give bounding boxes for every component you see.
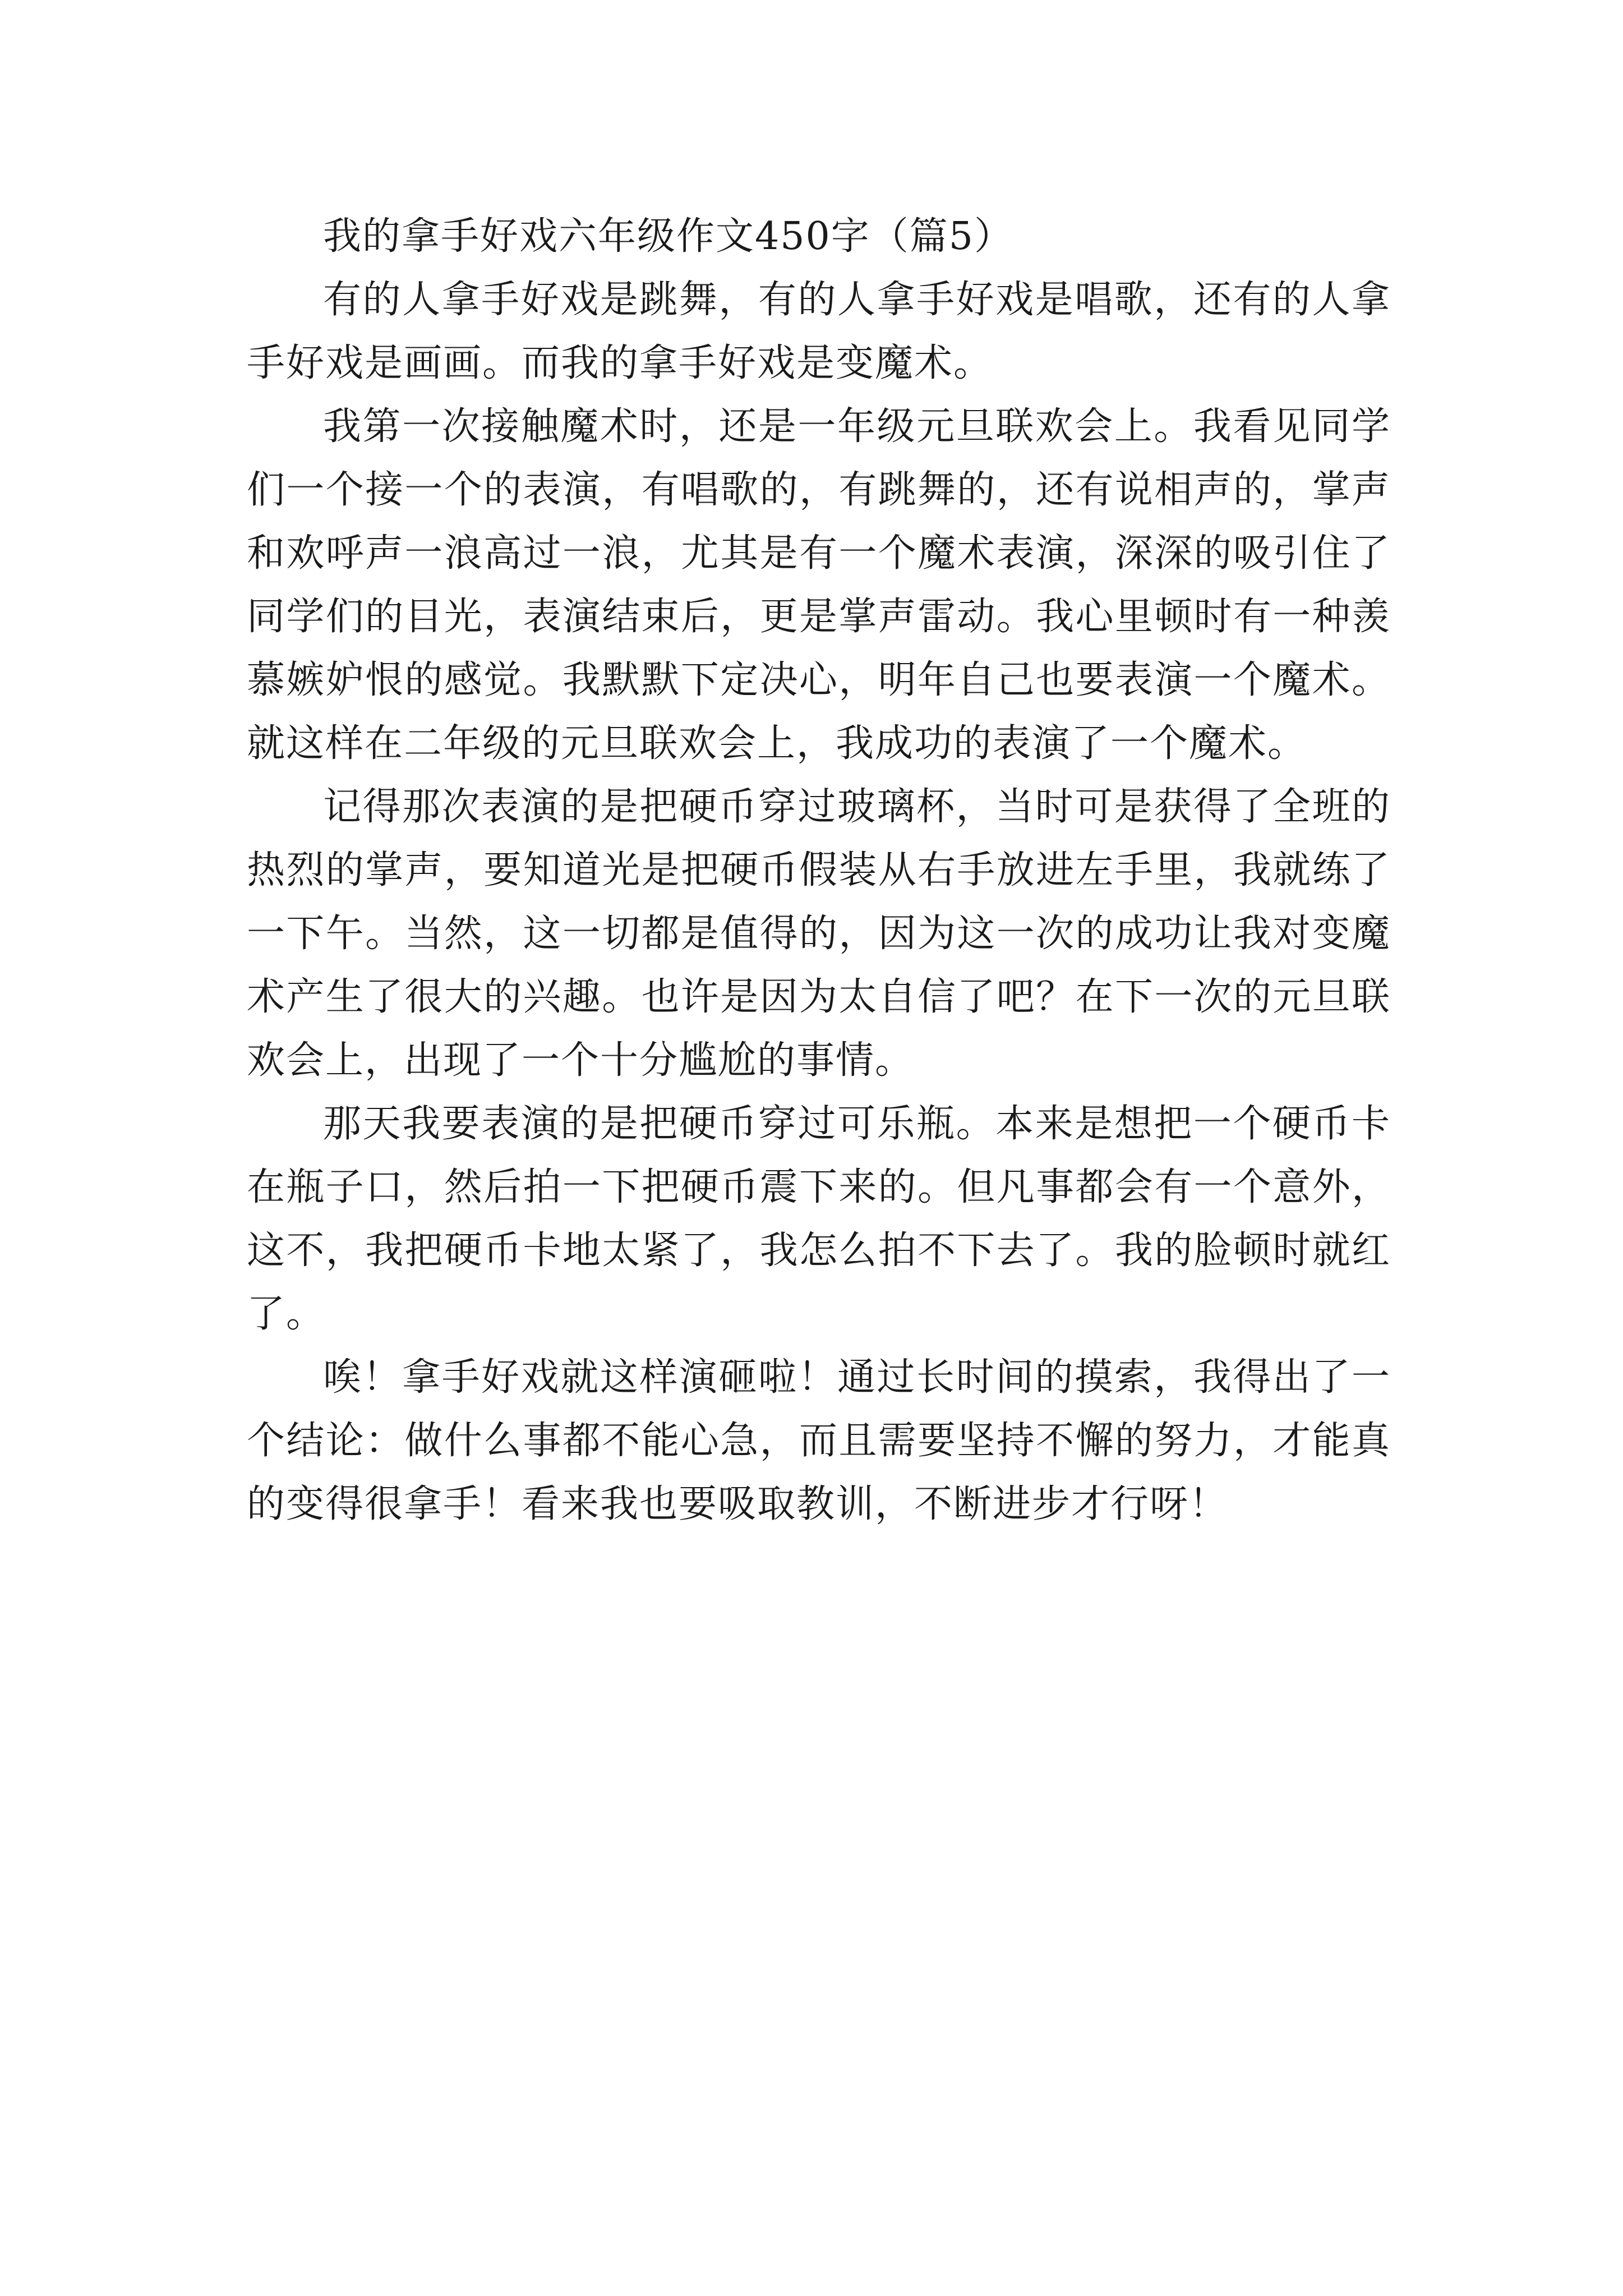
paragraph: 我第一次接触魔术时，还是一年级元旦联欢会上。我看见同学们一个接一个的表演，有唱歌的，有跳舞的，还有说相声的，掌声和欢呼声一浪高过一浪，尤其是有一个魔术表演，深深的吸引住了同学们的目光，表演结束后，更是掌声雷动。我心里顿时有一种羡慕嫉妒恨的感觉。我默默下定决心，明年自己也要表演一个魔术。就这样在二年级的元旦联欢会上，我成功的表演了一个魔术。 (247, 404, 1391, 766)
paragraph: 唉！拿手好戏就这样演砸啦！通过长时间的摸索，我得出了一个结论：做什么事都不能心急，而且需要坚持不懈的努力，才能真的变得很拿手！看来我也要吸取教训，不断进步才行呀！ (247, 1355, 1391, 1526)
document-body (247, 205, 1391, 1536)
document-title: 我的拿手好戏六年级作文450字（篇5） (323, 214, 1014, 259)
paragraph: 那天我要表演的是把硬币穿过可乐瓶。本来是想把一个硬币卡在瓶子口，然后拍一下把硬币震下来的。但凡事都会有一个意外，这不，我把硬币卡地太紧了，我怎么拍不下去了。我的脸顿时就红了。 (247, 1102, 1391, 1336)
paragraph: 有的人拿手好戏是跳舞，有的人拿手好戏是唱歌，还有的人拿手好戏是画画。而我的拿手好戏是变魔术。 (247, 278, 1391, 385)
paragraph: 记得那次表演的是把硬币穿过玻璃杯，当时可是获得了全班的热烈的掌声，要知道光是把硬币假装从右手放进左手里，我就练了一下午。当然，这一切都是值得的，因为这一次的成功让我对变魔术产生了很大的兴趣。也许是因为太自信了吧？在下一次的元旦联欢会上，出现了一个十分尴尬的事情。 (247, 785, 1391, 1083)
